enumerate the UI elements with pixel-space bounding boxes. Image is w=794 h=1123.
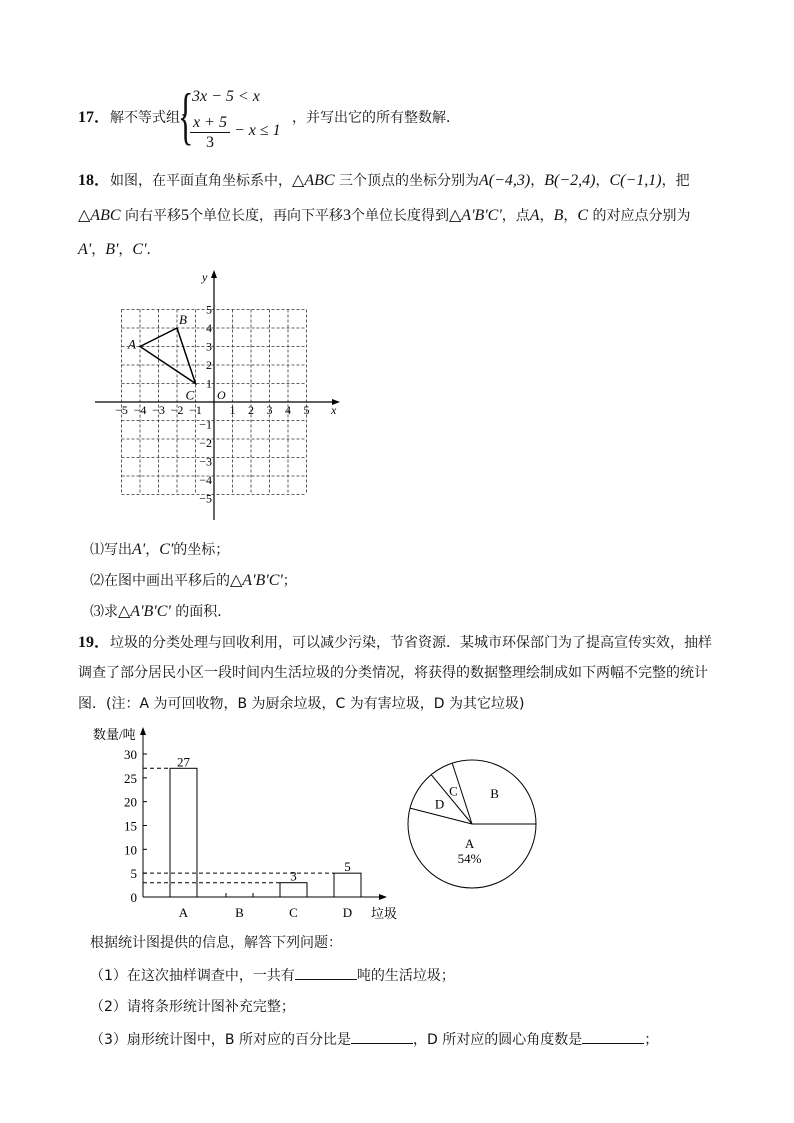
pie-percent: 54%	[457, 851, 482, 867]
y-tick-label: −1	[199, 417, 212, 432]
category-label: B	[235, 905, 244, 920]
y-tick-label: 30	[124, 747, 137, 762]
text: 的对应点分别为	[592, 208, 691, 224]
y-axis-label: y	[202, 270, 208, 284]
x-tick-label: −3	[152, 403, 165, 417]
pb2: B'	[105, 241, 119, 258]
text: （3）扇形统计图中，B 所对应的百分比是	[90, 1032, 351, 1048]
triangle-a2b2c2: △A'B'C'	[448, 207, 502, 224]
text: 垃圾的分类处理与回收利用，可以减少污染，节省资源．某城市环保部门为了提高宣传实效，抽样	[110, 635, 713, 651]
q19-p3: 图．(注：A 为可回收物，B 为厨余垃圾，C 为有害垃圾，D 为其它垃圾)	[78, 696, 525, 712]
text: ，点	[501, 208, 530, 224]
inequality-1: 3x − 5 < x	[192, 88, 260, 105]
point-b-coord: B(−2,4)	[544, 172, 596, 189]
y-tick-label: 3	[206, 339, 212, 354]
y-tick-label: 2	[206, 358, 212, 372]
x-axis-label: x	[331, 403, 337, 417]
y-tick-label: −5	[199, 491, 212, 506]
num: 5	[180, 207, 189, 224]
y-tick-label: 1	[206, 376, 212, 391]
end: ．	[146, 242, 161, 258]
point-a-coord: A(−4,3)	[479, 172, 531, 189]
y-tick-label: 15	[124, 818, 137, 834]
text: 个单位长度，再向下平移	[188, 208, 343, 224]
y-tick-label: 5	[130, 866, 137, 882]
sep: ，	[145, 542, 160, 558]
text: ；	[644, 1032, 659, 1048]
sep: ，	[563, 208, 578, 224]
vertex-label-b: B	[179, 312, 187, 327]
text: 如图，在平面直角坐标系中，	[110, 173, 293, 189]
text: ；	[282, 573, 297, 589]
y-tick-label: −4	[199, 473, 212, 487]
pie-label-d: D	[434, 796, 445, 812]
text: 向右平移	[124, 208, 181, 224]
x-tick-label: 3	[266, 403, 273, 417]
data-label: 3	[290, 868, 297, 884]
text: ⑴写出	[90, 542, 132, 558]
text: （1）在这次抽样调查中，一共有	[90, 968, 295, 984]
y-tick-label: 20	[124, 794, 137, 810]
data-label: 27	[177, 754, 190, 770]
pc: C	[577, 207, 589, 224]
answer-blank[interactable]	[351, 1029, 413, 1044]
bar-d	[334, 873, 361, 897]
q19-sub2: （2）请将条形统计图补充完整；	[90, 999, 295, 1015]
pc2: C'	[132, 241, 147, 258]
brace: {	[178, 80, 194, 151]
ineq2-rest: − x ≤ 1	[234, 122, 281, 139]
x-tick-label: 5	[303, 403, 310, 417]
q19-p2: 调查了部分居民小区一段时间内生活垃圾的分类情况，将获得的数据整理绘制成如下两幅不完整的统计	[78, 665, 708, 681]
sep: ，	[91, 242, 106, 258]
text: ，把	[661, 173, 690, 189]
bar-x-arrow	[379, 894, 387, 900]
bar-c	[280, 883, 307, 897]
category-label: D	[342, 905, 353, 920]
y-tick-label: 0	[130, 890, 137, 905]
x-tick-label: −5	[115, 403, 128, 417]
numerator: x + 5	[190, 114, 230, 133]
text: 个单位长度得到	[350, 208, 449, 224]
text: ⑵在图中画出平移后的	[90, 573, 230, 589]
num: 3	[342, 207, 351, 224]
text: 的坐标；	[173, 542, 230, 558]
q19-intro: 根据统计图提供的信息，解答下列问题：	[90, 935, 342, 951]
q19-sub1	[90, 965, 455, 986]
text: 三个顶点的坐标分别为	[339, 173, 479, 189]
origin-label: O	[217, 388, 226, 402]
sep: ，	[118, 242, 133, 258]
pb: B	[553, 207, 564, 224]
y-tick-label: 10	[124, 842, 137, 858]
text: ，D 所对应的圆心角度数是	[412, 1032, 583, 1048]
category-label: A	[178, 905, 189, 920]
text: ⑶求	[90, 604, 118, 620]
vertex-label-c: C	[185, 387, 195, 403]
y-tick-label: −2	[199, 436, 212, 450]
vertex-label-a: A	[128, 336, 136, 352]
sep: ，	[530, 173, 545, 189]
text: 吨的生活垃圾；	[356, 968, 455, 984]
bar-a	[170, 768, 197, 897]
sep: ，	[595, 173, 610, 189]
text: 的面积．	[175, 604, 232, 620]
x-tick-label: 1	[229, 403, 236, 417]
x-tick-label: −2	[170, 403, 184, 417]
y-tick-label: 5	[206, 302, 212, 317]
q17-prompt: 解不等式组：	[110, 110, 195, 126]
y-tick-label: −3	[199, 454, 212, 469]
category-label: C	[289, 905, 298, 920]
bar-y-label: 数量/吨	[93, 727, 136, 742]
q18-number: 18．	[78, 172, 111, 189]
pa2: A'	[78, 241, 92, 258]
pa: A	[529, 207, 540, 224]
q17-number: 17．	[78, 109, 111, 126]
pie-label-c: C	[449, 783, 458, 799]
sep: ，	[539, 208, 554, 224]
triangle-abc: △ABC	[292, 172, 335, 189]
pa2: A'	[132, 541, 146, 558]
triangle-abc: △ABC	[78, 207, 121, 224]
pie-label-a: A	[464, 836, 475, 852]
q19-number: 19．	[78, 634, 111, 651]
x-tick-label: −1	[189, 403, 202, 417]
q19-sub3	[90, 1029, 658, 1050]
x-tick-label: −4	[133, 403, 147, 417]
bar-y-arrow	[140, 727, 146, 735]
x-tick-label: 2	[248, 403, 254, 417]
triangle-a2b2c2: △A'B'C'	[118, 603, 171, 620]
triangle-a2b2c2: △A'B'C'	[230, 572, 283, 589]
point-c-coord: C(−1,1)	[609, 172, 662, 189]
denominator: 3	[206, 134, 214, 151]
q17-tail: ，并写出它的所有整数解．	[292, 110, 460, 126]
y-tick-label: 25	[124, 770, 137, 786]
pc2: C'	[159, 541, 174, 558]
pie-label-b: B	[490, 785, 499, 801]
answer-blank[interactable]	[582, 1029, 644, 1044]
x-tick-label: 4	[285, 403, 291, 417]
data-label: 5	[344, 859, 351, 875]
answer-blank[interactable]	[295, 965, 357, 980]
y-tick-label: 4	[206, 321, 212, 335]
bar-x-label: 垃圾	[371, 906, 398, 921]
